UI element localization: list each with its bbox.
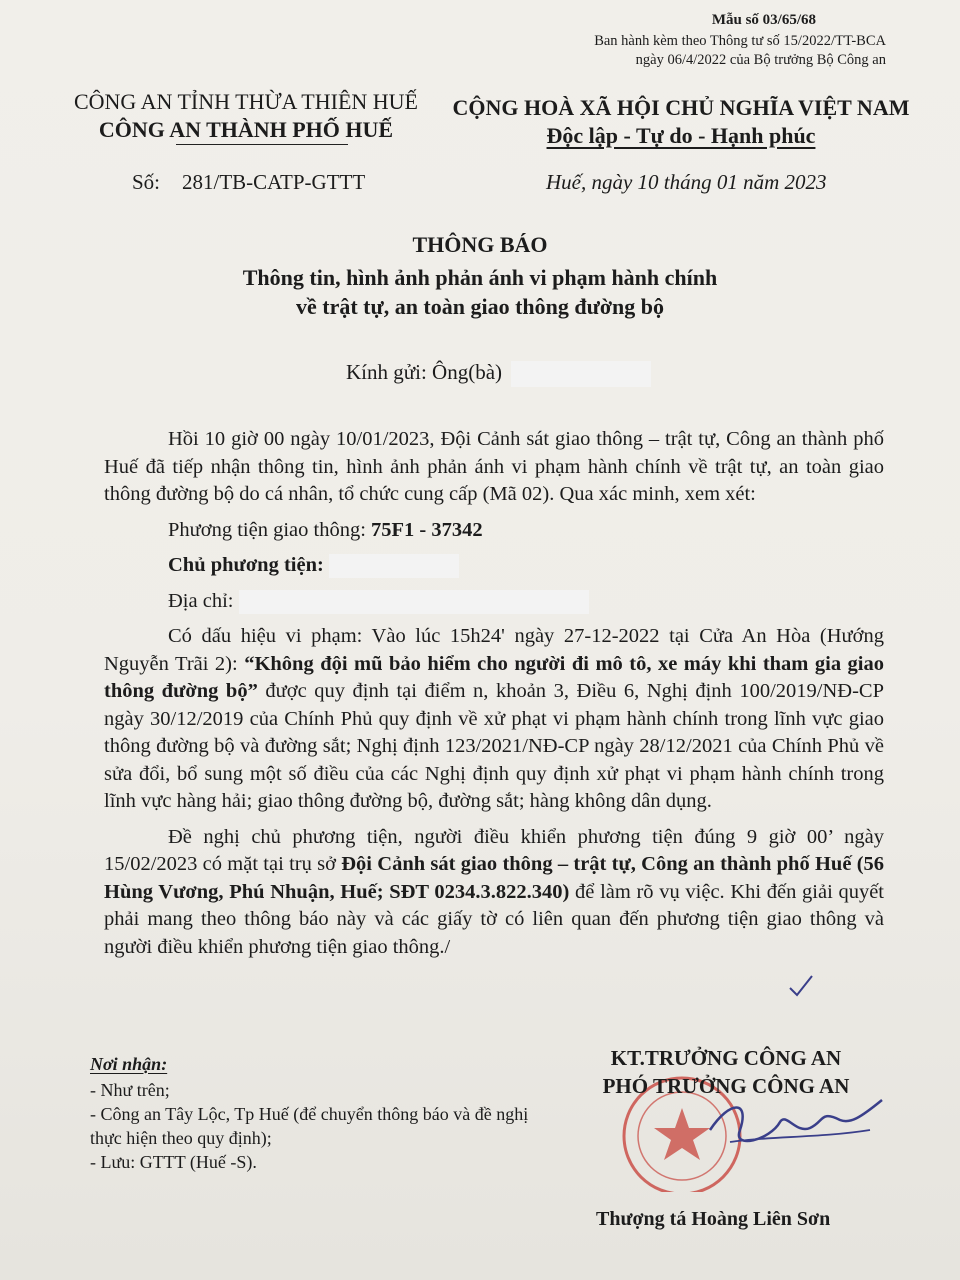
violation-intro: Có dấu hiệu vi phạm: Vào lúc 15h24' ngày 27-12-2022 tại Cửa An Hòa (Hướng Nguyễn Trãi 2): bbox=[104, 625, 884, 675]
notice-body bbox=[104, 426, 884, 961]
reference-label: Số: bbox=[132, 170, 161, 194]
redacted-owner bbox=[329, 554, 459, 578]
signature-title-line2: PHÓ TRƯỞNG CÔNG AN bbox=[602, 1074, 850, 1098]
notice-subtitle-line1: Thông tin, hình ảnh phản ánh vi phạm hành chính bbox=[242, 265, 718, 290]
paragraph-intro: Hồi 10 giờ 00 ngày 10/01/2023, Đội Cảnh sát giao thông – trật tự, Công an thành phố Huế đã tiếp nhận thông tin, hình ảnh phản ánh vi phạm hành chính về trật tự, an toàn giao thông đường bộ do cá nhân, tổ chức cung cấp (Mã 02). Qua xác minh, xem xét: bbox=[104, 428, 884, 505]
vehicle-label: Phương tiện giao thông: bbox=[168, 518, 366, 541]
violation-legal-basis: được quy định tại điểm n, khoản 3, Điều 6, Nghị định 100/2019/NĐ-CP ngày 30/12/2019 của Chính Phủ quy định về xử phạt vi phạm hành chính trong lĩnh vực giao thông đường bộ và đường sắt; Nghị định 123/2021/NĐ-CP ngày 28/12/2021 của Chính Phủ về sửa đổi, bổ sung một số điều của các Nghị định quy định xử phạt vi phạm hành chính trong lĩnh vực hàng hải; giao thông đường bộ, đường sắt; hàng không dân dụng. bbox=[104, 680, 884, 812]
redacted-address bbox=[239, 590, 589, 614]
request-location: Đội Cảnh sát giao thông – trật tự, Công an thành phố Huế (56 Hùng Vương, Phú Nhuận, Huế; SĐT 0234.3.822.340) bbox=[104, 853, 885, 903]
issuing-agency bbox=[66, 88, 426, 144]
signature-title-line1: KT.TRƯỞNG CÔNG AN bbox=[610, 1046, 842, 1070]
notice-title bbox=[0, 230, 960, 321]
recipients-heading: Nơi nhận: bbox=[90, 1054, 168, 1074]
greeting bbox=[346, 360, 651, 387]
notice-title-main: THÔNG BÁO bbox=[412, 232, 548, 257]
handwritten-signature-icon bbox=[700, 1090, 890, 1160]
reference-value: 281/TB-CATP-GTTT bbox=[182, 170, 366, 194]
recipient-item: - Lưu: GTTT (Huế -S). bbox=[90, 1152, 257, 1172]
check-mark-icon bbox=[788, 974, 814, 998]
recipients-block bbox=[90, 1052, 530, 1174]
reference-number bbox=[132, 170, 365, 195]
vehicle-line bbox=[168, 517, 884, 545]
owner-line bbox=[168, 552, 884, 580]
paragraph-violation bbox=[104, 623, 884, 816]
form-issued-line2: ngày 06/4/2022 của Bộ trưởng Bộ Công an bbox=[635, 52, 886, 68]
vehicle-plate: 75F1 - 37342 bbox=[371, 518, 483, 541]
form-number: Mẫu số 03/65/68 bbox=[711, 12, 816, 28]
recipient-item: - Như trên; bbox=[90, 1080, 170, 1100]
request-details: để làm rõ vụ việc. Khi đến giải quyết phải mang theo thông báo này và các giấy tờ có liên quan đến phương tiện giao thông và người điều khiển phương tiện giao thông./ bbox=[104, 880, 885, 958]
violation-description: “Không đội mũ bảo hiểm cho người đi mô tô, xe máy khi tham gia giao thông đường bộ” bbox=[104, 652, 884, 702]
address-label: Địa chỉ: bbox=[168, 589, 234, 612]
request-intro: Đề nghị chủ phương tiện, người điều khiển phương tiện đúng 9 giờ 00’ ngày 15/02/2023 có mặt tại trụ sở bbox=[104, 825, 884, 875]
form-issued-line1: Ban hành kèm theo Thông tư số 15/2022/TT-BCA bbox=[594, 33, 886, 49]
nation-name: CỘNG HOÀ XÃ HỘI CHỦ NGHĨA VIỆT NAM bbox=[452, 95, 910, 120]
agency-name: CÔNG AN THÀNH PHỐ HUẾ bbox=[98, 117, 394, 142]
notice-subtitle-line2: về trật tự, an toàn giao thông đường bộ bbox=[295, 294, 664, 319]
address-line bbox=[168, 588, 884, 616]
agency-underline bbox=[176, 144, 348, 145]
owner-label: Chủ phương tiện: bbox=[168, 554, 324, 576]
national-motto bbox=[446, 94, 916, 150]
agency-parent: CÔNG AN TỈNH THỪA THIÊN HUẾ bbox=[73, 89, 418, 114]
paragraph-request bbox=[104, 824, 884, 962]
nation-motto: Độc lập - Tự do - Hạnh phúc bbox=[546, 123, 816, 148]
place-date: Huế, ngày 10 tháng 01 năm 2023 bbox=[546, 170, 827, 194]
signer-name: Thượng tá Hoàng Liên Sơn bbox=[596, 1208, 831, 1230]
greeting-text: Kính gửi: Ông(bà) bbox=[346, 360, 503, 384]
redacted-name bbox=[511, 361, 651, 387]
recipient-item: - Công an Tây Lộc, Tp Huế (để chuyển thông báo và đề nghị thực hiện theo quy định); bbox=[90, 1104, 529, 1148]
form-issued-note bbox=[594, 32, 886, 70]
